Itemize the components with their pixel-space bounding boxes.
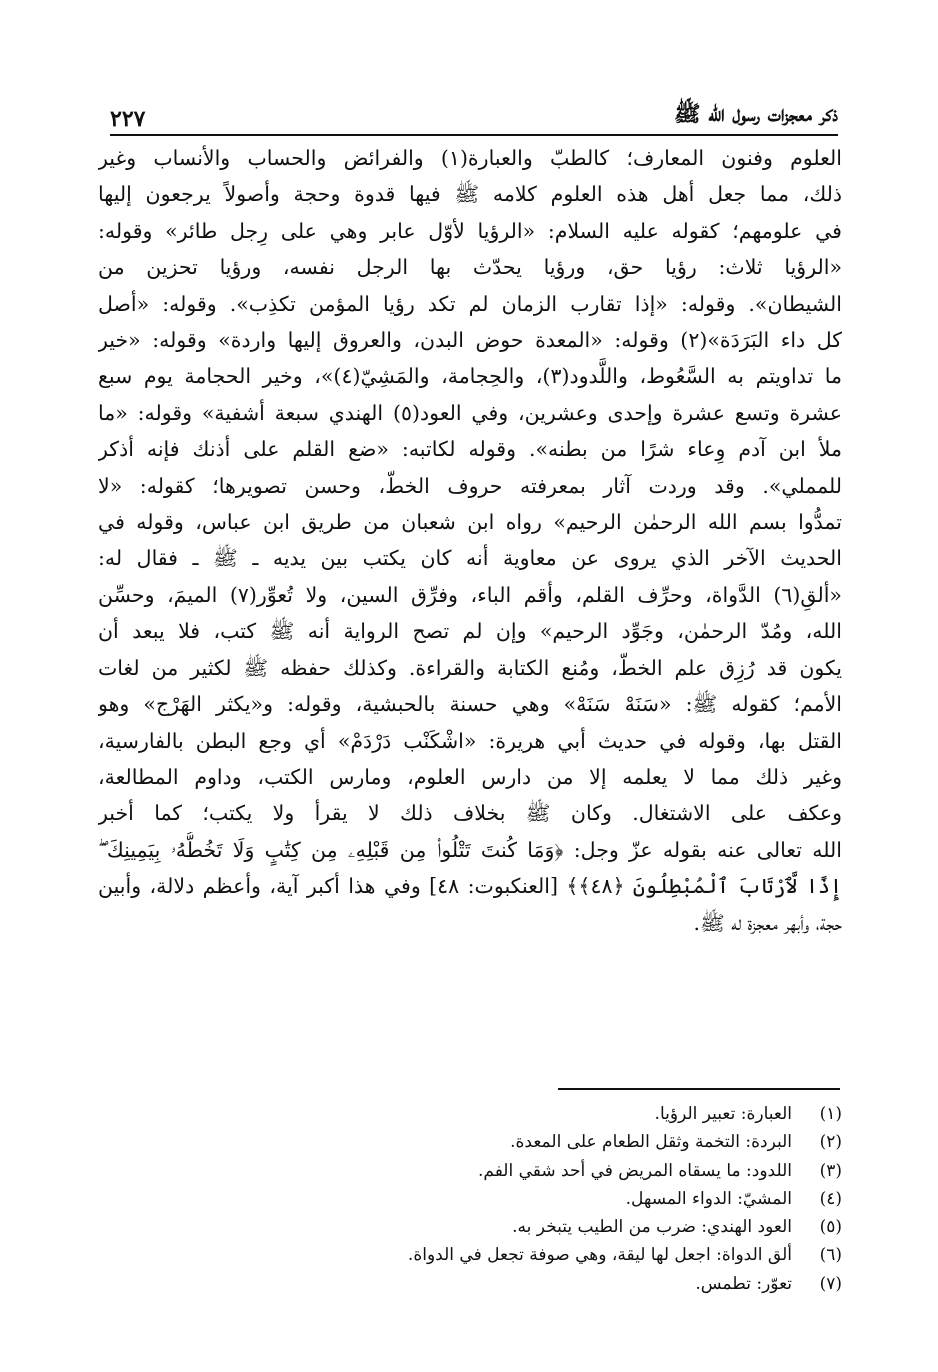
footnote: [98, 1241, 842, 1269]
body-line: للمملي». وقد وردت آثار بمعرفته حروف الخطّ، وحسن تصويرها؛ كقوله: «لا: [98, 473, 842, 498]
body-line: تمدُّوا بسم الله الرحمٰن الرحيم» رواه ابن شعبان من طريق ابن عباس، وقوله في: [98, 510, 842, 535]
footnote: [98, 1185, 842, 1213]
body-line: «ألقِ(٦) الدَّواة، وحرِّف القلم، وأقم الباء، وفرِّق السين، ولا تُعوِّر(٧) الميمَ، وحسِّن: [98, 582, 842, 607]
footnote-text: ألق الدواة: اجعل لها ليقة، وهي صوفة تجعل في الدواة.: [407, 1245, 792, 1266]
running-title: ذكر معجزات رسول الله ﷺ: [673, 101, 838, 127]
page-number: ٢٢٧: [110, 106, 146, 132]
footnote-number: (١): [819, 1104, 842, 1124]
body-line: وعكف على الاشتغال. وكان ﷺ بخلاف ذلك لا يقرأ ولا يكتب؛ كما أخبر: [98, 801, 842, 826]
body-line: القتل بها، وقوله في حديث أبي هريرة: «اشْكَنْب دَرْدَمْ» أي وجع البطن بالفارسية،: [98, 728, 842, 753]
footnote: [98, 1128, 842, 1156]
header-rule: [110, 134, 838, 136]
footnote-text: العود الهندي: ضرب من الطيب يتبخر به.: [512, 1217, 792, 1238]
footnote-text: اللدود: ما يسقاه المريض في أحد شقي الفم.: [477, 1160, 792, 1181]
body-line: الحديث الآخر الذي يروى عن معاوية أنه كان يكتب بين يديه ـ ﷺ ـ فقال له:: [98, 546, 842, 571]
footnote-text: تعوّر: تطمس.: [695, 1273, 792, 1294]
body-line: يكون قد رُزِق علم الخطّ، ومُنع الكتابة والقراءة. وكذلك حفظه ﷺ لكثير من لغات: [98, 655, 842, 680]
footnote-number: (٤): [819, 1188, 842, 1209]
body-line: ملأ ابن آدم وِعاء شرًا من بطنه». وقوله لكاتبه: «ضع القلم على أذنك فإنه أذكر: [98, 437, 842, 462]
body-line: ذلك، مما جعل أهل هذه العلوم كلامه ﷺ فيها قدوة وحجة وأصولاً يرجعون إليها: [98, 182, 842, 207]
footnote-text: المشيّ: الدواء المسهل.: [625, 1188, 792, 1209]
body-line: الشيطان». وقوله: «إذا تقارب الزمان لم تكد رؤيا المؤمن تكذِب». وقوله: «أصل: [98, 291, 842, 316]
footnote-number: (٥): [819, 1217, 842, 1238]
footnote-text: البردة: التخمة وثقل الطعام على المعدة.: [510, 1132, 792, 1153]
footnote-number: (٢): [819, 1132, 842, 1153]
footnote-number: (٣): [819, 1160, 842, 1181]
footnote: [98, 1100, 842, 1128]
footnote-number: (٦): [819, 1245, 842, 1266]
body-line: وغير ذلك مما لا يعلمه إلا من دارس العلوم، ومارس الكتب، وداوم المطالعة،: [98, 764, 842, 789]
footnote-text: العبارة: تعبير الرؤيا.: [654, 1104, 792, 1124]
body-line: عشرة وتسع عشرة وإحدى وعشرين، وفي العود(٥) الهندي سبعة أشفية» وقوله: «ما: [98, 400, 842, 425]
body-line: في علومهم؛ كقوله عليه السلام: «الرؤيا لأوّل عابر وهي على رِجل طائر» وقوله:: [98, 218, 842, 243]
footnote-number: (٧): [819, 1273, 842, 1294]
body-line: الله تعالى عنه بقوله عزّ وجل: ﴿وَمَا كُنتَ تَتْلُوا۟ مِن قَبْلِهِۦ مِن كِتَٰبٍ وَلَا تَخُطُّهُۥ بِيَمِينِكَ ۖ: [98, 837, 842, 862]
body-line: «الرؤيا ثلاث: رؤيا حق، ورؤيا يحدّث بها الرجل نفسه، ورؤيا تحزين من: [98, 255, 842, 280]
body-line: إِذًا لَّٱرْتَابَ ٱلْمُبْطِلُونَ ﴿٤٨﴾﴾ [العنكبوت: ٤٨] وفي هذا أكبر آية، وأعظم دلالة، وأبين: [98, 874, 842, 899]
body-line: الأمم؛ كقوله ﷺ: «سَنَهْ سَنَهْ» وهي حسنة بالحبشية، وقوله: و«يكثر الهَرْج» وهو: [98, 692, 842, 717]
body-line: حجة، وأبهر معجزة له ﷺ.: [693, 910, 842, 935]
body-line: كل داء البَرَدَة»(٢) وقوله: «المعدة حوض البدن، والعروق إليها واردة» وقوله: «خير: [98, 328, 842, 353]
footnote: [98, 1270, 842, 1298]
footnotes: [98, 1100, 842, 1298]
footnote: [98, 1213, 842, 1241]
body-text: [98, 140, 842, 941]
body-line: العلوم وفنون المعارف؛ كالطبّ والعبارة(١) والفرائض والحساب والأنساب وغير: [98, 146, 842, 170]
footnote: [98, 1157, 842, 1185]
body-line: ما تداويتم به السَّعُوط، واللَّدود(٣)، والحِجامة، والمَشِيّ(٤)»، وخير الحجامة يوم سبع: [98, 364, 842, 389]
footnote-rule: [558, 1088, 840, 1090]
running-header: [110, 92, 838, 132]
body-line: الله، ومُدّ الرحمٰن، وجَوِّد الرحيم» وإن لم تصح الرواية أنه ﷺ كتب، فلا يبعد أن: [98, 619, 842, 644]
